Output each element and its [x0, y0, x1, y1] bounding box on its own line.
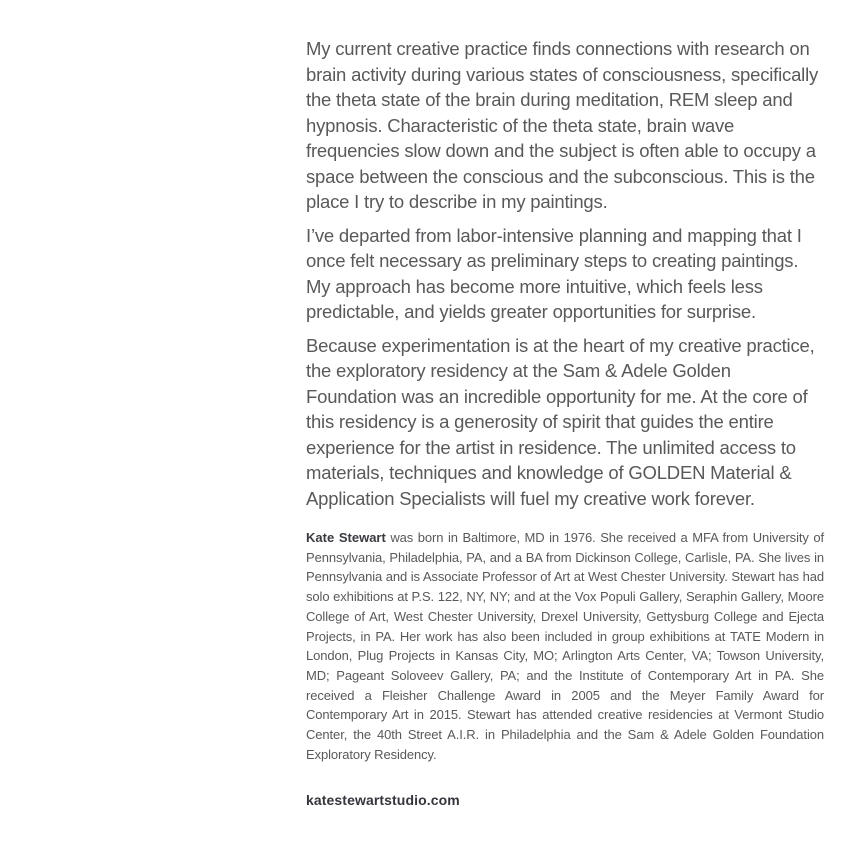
artist-bio	[306, 528, 824, 764]
statement-paragraph-1: My current creative practice finds connections with research on brain activity during various states of consciousness, specifically the theta state of the brain during meditation, REM sleep and hypnosis. Characteristic of the theta state, brain wave frequencies slow down and the subject is often able to occupy a space between the conscious and the subconscious. This is the place I try to describe in my paintings.	[306, 38, 819, 212]
bio-text: was born in Baltimore, MD in 1976. She received a MFA from University of Pennsylvania, Philadelphia, PA, and a BA from Dickinson College, Carlisle, PA. She lives in Pennsylvania and is Associate Professor of Art at West Chester University. Stewart has had solo exhibitions at P.S. 122, NY, NY; and at the Vox Populi Gallery, Seraphin Gallery, Moore College of Art, West Chester University, Drexel University, Gettysburg College and Ejecta Projects, in PA. Her work has also been included in group exhibitions at TATE Modern in London, Plug Projects in Kansas City, MO; Arlington Arts Center, VA; Towson University, MD; Pageant Soloveev Gallery, PA; and the Institute of Contemporary Art in PA. She received a Fleisher Challenge Award in 2005 and the Meyer Family Award for Contemporary Art in 2015. Stewart has attended creative residencies at Vermont Studio Center, the 40th Street A.I.R. in Philadelphia and the Sam & Adele Golden Foundation Exploratory Residency.	[306, 530, 824, 762]
artist-name: Kate Stewart	[306, 530, 386, 545]
statement-paragraph-3: Because experimentation is at the heart of my creative practice, the exploratory residency at the Sam & Adele Golden Foundation was an incredible opportunity for me. At the core of this residency is a generosity of spirit that guides the entire experience for the artist in residence. The unlimited access to materials, techniques and knowledge of GOLDEN Material & Application Specialists will fuel my creative work forever.	[306, 334, 815, 509]
page-footer	[306, 792, 824, 810]
website-url: katestewartstudio.com	[306, 792, 460, 809]
page-content	[306, 36, 824, 810]
artist-statement	[306, 36, 824, 511]
statement-paragraph-2: I’ve departed from labor-intensive planning and mapping that I once felt necessary as preliminary steps to creating paintings. My approach has become more intuitive, which feels less predictable, and yields greater opportunities for surprise.	[306, 224, 802, 322]
